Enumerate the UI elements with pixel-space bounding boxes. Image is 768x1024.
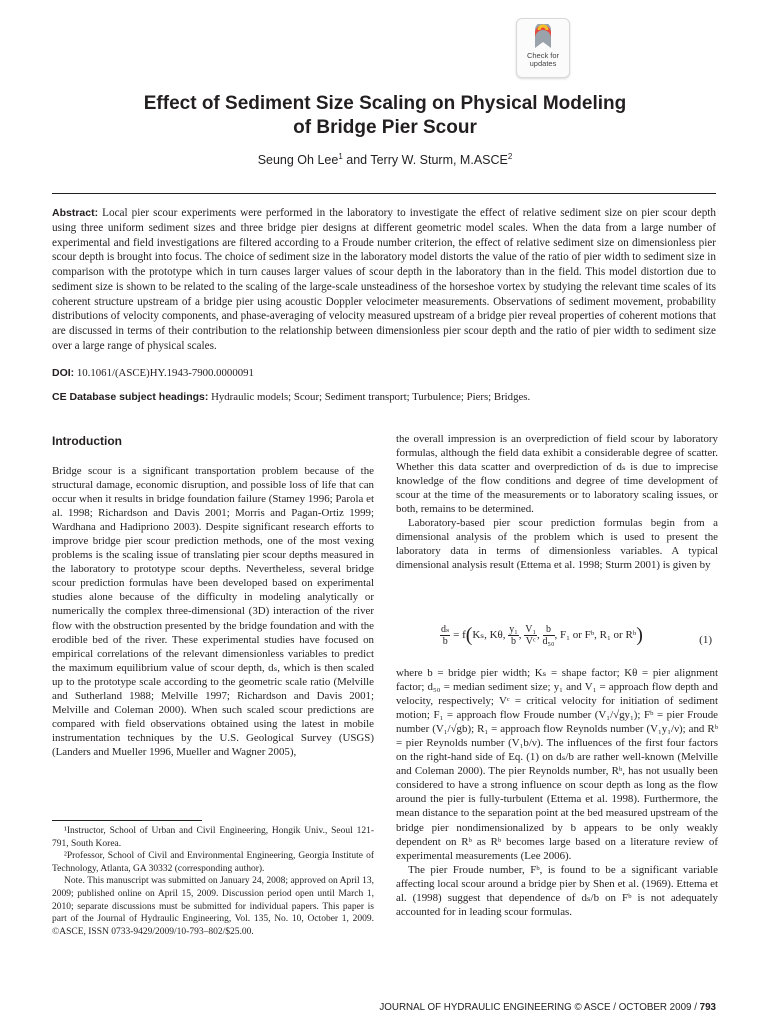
introduction-heading: Introduction bbox=[52, 434, 122, 448]
author-2: Terry W. Sturm, M.ASCE bbox=[370, 153, 508, 168]
doi-label: DOI: bbox=[52, 367, 75, 379]
header-rule bbox=[52, 193, 716, 194]
page-number: 793 bbox=[699, 1002, 716, 1013]
footer-journal: JOURNAL OF HYDRAULIC ENGINEERING © ASCE / OCTOBER 2009 / bbox=[379, 1002, 700, 1013]
equation-number: (1) bbox=[699, 634, 712, 646]
subject-headings bbox=[52, 391, 716, 403]
eq-close-paren: ) bbox=[636, 624, 643, 646]
eq-args: Kₛ, Kθ, bbox=[472, 629, 506, 642]
footnote-2: ²Professor, School of Civil and Environmental Engineering, Georgia Institute of Technology, Atlanta, GA 30332 (corresponding author). bbox=[52, 851, 374, 874]
author-line bbox=[40, 152, 730, 167]
equation-body: $\frac{\text{dₛ}}{b}$ = f(Kₛ, Kθ, $\frac{\text{y₁}}{b}$ , $\frac{\text{V₁}}{\text{Vᶜ}}$ , $\frac{b}{\text{d₅₀}}$ , F₁ or Fᵇ, R₁ or Rᵇ) bbox=[441, 624, 643, 647]
right-paragraph-2: Laboratory-based pier scour prediction formulas begin from a dimensional analysis of the problem which is used to present the laboratory data in terms of dimensionless variables. A typical dimensional analysis result (Ettema et al. 1998; Sturm 2001) is given by bbox=[396, 517, 718, 572]
right-column bbox=[396, 432, 718, 572]
footnote-rule bbox=[52, 820, 202, 821]
eq-tail: , F₁ or Fᵇ, R₁ or Rᵇ bbox=[554, 629, 637, 642]
abstract-label: Abstract: bbox=[52, 207, 99, 219]
right-paragraph-4: The pier Froude number, Fᵇ, is found to be a significant variable affecting local scour around a bridge pier by Shen et al. (1969). Ettema et al. (1998) suggest that dependence of dₛ/b on Fᵇ is not adequately accounted for in leading scour formulas. bbox=[396, 863, 718, 918]
author-and: and bbox=[342, 153, 371, 168]
eq-frac-3 bbox=[543, 624, 555, 647]
eq-open-paren: ( bbox=[465, 624, 473, 646]
author-1: Seung Oh Lee bbox=[257, 153, 339, 168]
eq-frac-2 bbox=[524, 624, 537, 647]
eq-frac-1-num: y₁ bbox=[509, 624, 518, 635]
subject-headings-value: Hydraulic models; Scour; Sediment transport; Turbulence; Piers; Bridges. bbox=[208, 391, 531, 403]
author-2-affil: 2 bbox=[507, 152, 513, 161]
bookmark-icon bbox=[532, 24, 554, 50]
equation-1 bbox=[396, 624, 718, 660]
eq-frac-1 bbox=[508, 624, 519, 647]
paper-title bbox=[40, 92, 730, 140]
badge-line-2: updates bbox=[529, 59, 557, 68]
eq-lhs-den: b bbox=[442, 636, 448, 647]
eq-frac-3-num: b bbox=[543, 624, 555, 636]
intro-paragraph-1: Bridge scour is a significant transportation problem because of the structural damage, economic disruption, and possible loss of life that can occur when it results in bridge foundation failure (Stamey 1996; Parola et al. 1998; Richardson and Davis 2001; Morris and Pagan-Ortiz 1999; Wardhana and Hadipriono 2003). Despite significant research efforts to improve bridge pier scour prediction methods, one of the most vexing problems is the scaling issue of translating pier scour depths measured in the laboratory to prototype scour depths. Nevertheless, several bridge scour prediction formulas have been developed based on experimental studies alone because of the difficulty in modeling analytically or numerically the complex three-dimensional (3D) interaction of the river flow with the obstruction presented by the bridge foundation and with the erodible bed of the river. These experimental studies have focused on empirical correlations of the relevant dimensionless variables to predict the maximum equilibrium value of scour depth, dₛ, which is then scaled up to the prototype scale according to the geometric scale ratio (Melville and Sutherland 1988; Melville 1997; Richardson and Davis 2001; Melville and Coleman 2000). When such scaled scour predictions are compared with field observations obtained using the latest in mobile instrumentation techniques by the U.S. Geological Survey (USGS) (Landers and Mueller 1996, Mueller and Wagner 2005), bbox=[52, 465, 374, 758]
badge-line-1: Check for bbox=[526, 51, 560, 60]
footnotes bbox=[52, 825, 374, 938]
abstract-text: Local pier scour experiments were performed in the laboratory to investigate the effect of relative sediment size on pier scour depth using three uniform sediment sizes and three bridge pier designs at different geometric model scales. When the data from a large number of experimental and field investigations are filtered according to a Froude number criterion, the effect of relative sediment size on dimensionless pier scour depth is brought into focus. The choice of sediment size in the laboratory model distorts the value of the ratio of pier width to sediment size in comparison with the prototype which in turn causes larger values of scour depth in the laboratory than in the field. This model distortion due to sediment size is shown to be related to the scaling of the large-scale unsteadiness of the horseshoe vortex by studying the relevant time scales of its coherent structure upstream of a bridge pier using acoustic Doppler velocimeter measurements. Observations of sediment movement, probability distributions of velocity components, and phase-averaging of velocity measured upstream of a bridge pier reveal properties of coherent motions that are discussed in terms of their contribution to the relationship between dimensionless pier scour depth and the ratio of pier width to sediment size over a large range of physical scales. bbox=[52, 207, 716, 352]
right-paragraph-3: where b = bridge pier width; Kₛ = shape factor; Kθ = pier alignment factor; d₅₀ = median sediment size; y₁ and V₁ = approach flow depth and velocity, respectively; Vᶜ = critical velocity for initiation of sediment motion; F₁ = approach flow Froude number (V₁/√gy₁); Fᵇ = pier Froude number (V₁/√gb); R₁ = approach flow Reynolds number (V₁y₁/ν); and Rᵇ = pier Reynolds number (V₁b/ν). The influences of the first four factors on the right-hand side of Eq. (1) on dₛ/b are rather well-known (Melville and Coleman 2000). The pier Reynolds number, Rᵇ, has not usually been considered to have a strong influence on scour depth as long as the flow around the pier is fully-turbulent (Ettema et al. 1998). Furthermore, the mean distance to the separation point at the bed measured upstream of the bridge pier nondimensionalized by b appears to be only weakly dependent on Rᵇ as Rᵇ becomes large based on a literature review of experimental measurements (Lee 2006). bbox=[396, 667, 718, 862]
doi-line bbox=[52, 367, 716, 379]
eq-equals-f: = f bbox=[450, 629, 466, 642]
badge-label bbox=[517, 52, 569, 68]
eq-frac-3-den: d₅₀ bbox=[542, 636, 555, 647]
page-footer bbox=[379, 1002, 716, 1013]
footnote-3: Note. This manuscript was submitted on January 24, 2008; approved on April 13, 2009; published online on April 15, 2009. Discussion period open until March 1, 2010; separate discussions must be submitted for individual papers. This paper is part of the Journal of Hydraulic Engineering, Vol. 135, No. 10, October 1, 2009. ©ASCE, ISSN 0733-9429/2009/10-793–802/$25.00. bbox=[52, 876, 374, 937]
author-1-affil: 1 bbox=[338, 152, 343, 161]
eq-frac-1-den: b bbox=[511, 636, 517, 647]
title-line-1: Effect of Sediment Size Scaling on Physical Modeling bbox=[143, 93, 627, 114]
eq-lhs-num: dₛ bbox=[441, 624, 450, 635]
check-for-updates-badge[interactable] bbox=[516, 18, 570, 78]
footnote-1: ¹Instructor, School of Urban and Civil Engineering, Hongik Univ., Seoul 121-791, South Korea. bbox=[52, 826, 374, 849]
eq-lhs-fraction bbox=[440, 624, 450, 647]
right-paragraph-1: the overall impression is an overprediction of field scour by laboratory formulas, although the field data exhibit a considerable degree of scatter. Whether this data scatter and overprediction of dₛ is due to imprecise knowledge of the flow conditions and degree of time development of scour at the time of the measurements or to laboratory scaling issues, or both, remains to be determined. bbox=[396, 433, 718, 516]
right-column-lower bbox=[396, 666, 718, 919]
doi-value[interactable]: 10.1061/(ASCE)HY.1943-7900.0000091 bbox=[74, 367, 254, 379]
title-line-2: of Bridge Pier Scour bbox=[293, 117, 477, 138]
subject-headings-label: CE Database subject headings: bbox=[52, 391, 209, 403]
eq-frac-2-num: V₁ bbox=[525, 624, 537, 635]
abstract bbox=[52, 206, 716, 354]
eq-frac-2-den: Vᶜ bbox=[525, 636, 536, 647]
left-column bbox=[52, 464, 374, 759]
